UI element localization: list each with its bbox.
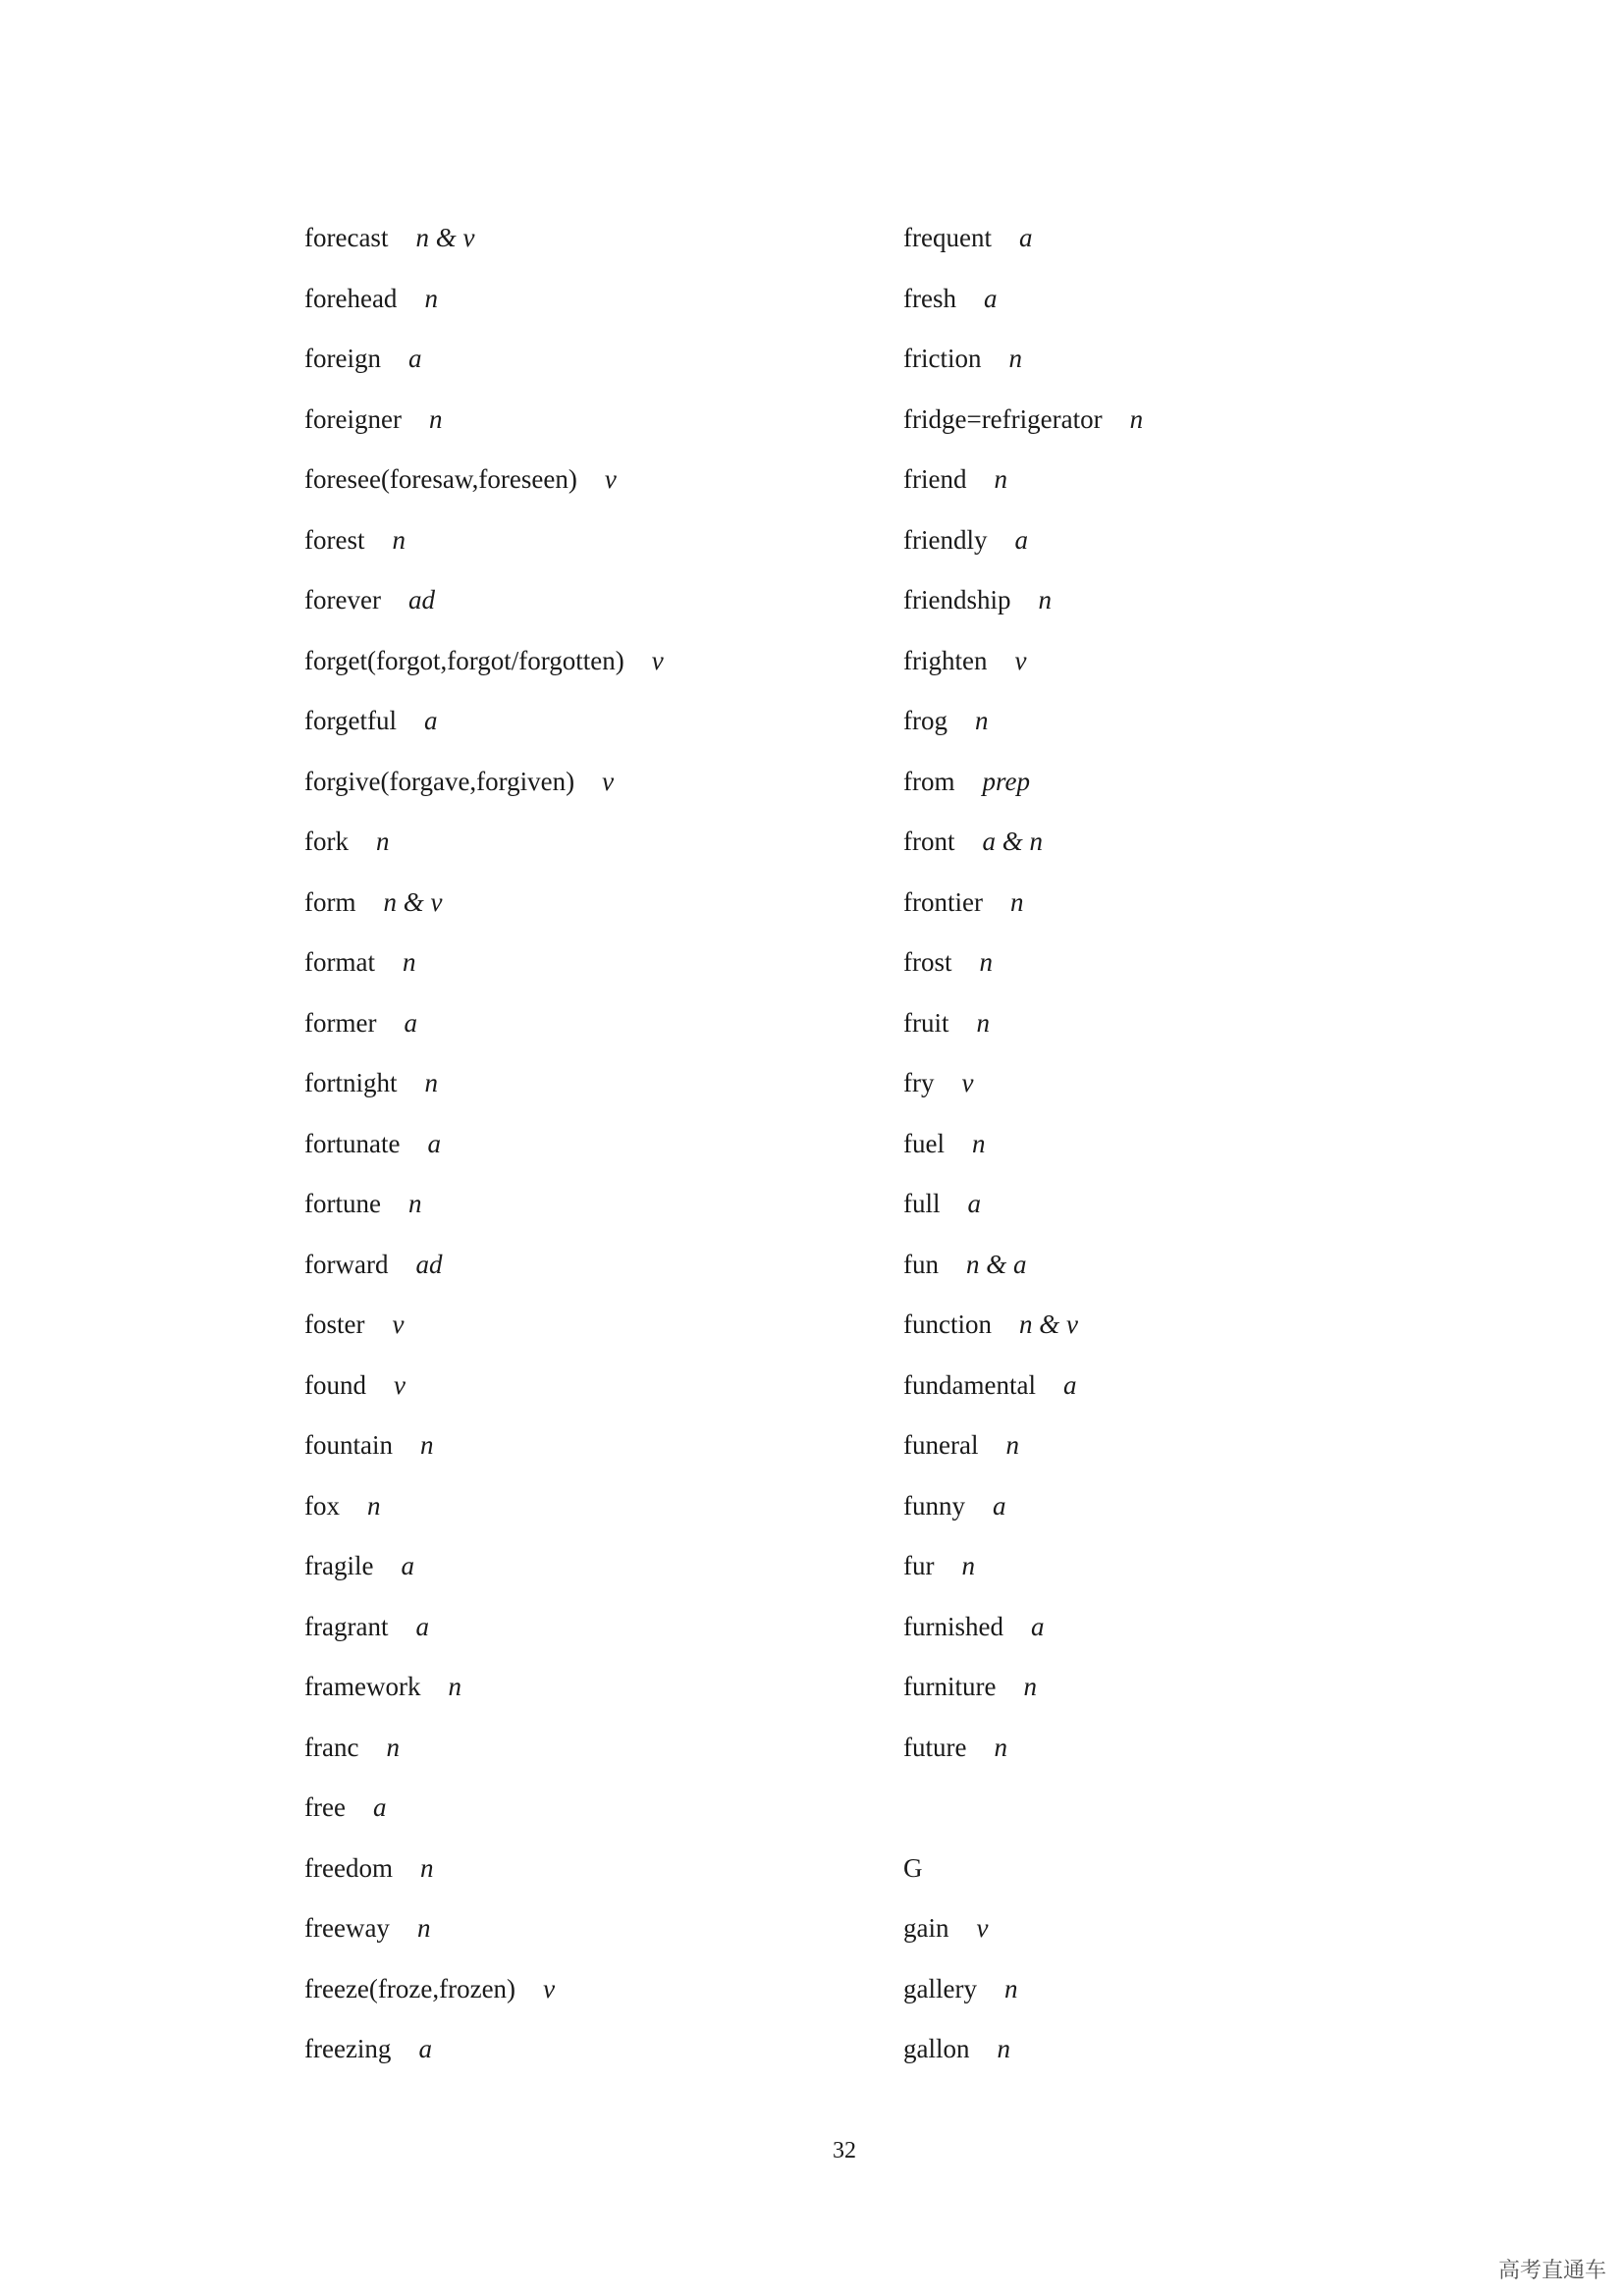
right-word-column: [903, 218, 1453, 2090]
vocab-entry: [304, 1969, 854, 2030]
vocab-entry: [903, 1969, 1453, 2030]
entry-part-of-speech: n: [976, 1007, 990, 1038]
vocab-entry: [903, 1245, 1453, 1306]
entry-part-of-speech: n: [1005, 1430, 1019, 1460]
entry-part-of-speech: a: [427, 1128, 441, 1158]
entry-word: frost: [903, 947, 952, 977]
vocab-entry: [304, 1365, 854, 1426]
vocab-entry: [903, 339, 1453, 400]
vocab-entry: [903, 580, 1453, 641]
entry-word: forgive(forgave,forgiven): [304, 766, 575, 796]
vocab-entry: [304, 1124, 854, 1185]
vocab-entry: [903, 520, 1453, 581]
entry-word: foreign: [304, 344, 381, 373]
entry-word: forever: [304, 585, 381, 614]
vocab-entry: [903, 1607, 1453, 1668]
vocab-entry: [903, 1546, 1453, 1607]
entry-word: foster: [304, 1309, 365, 1339]
entry-part-of-speech: n: [1003, 1973, 1018, 2003]
entry-part-of-speech: n: [979, 947, 993, 977]
vocab-entry: [304, 520, 854, 581]
entry-word: frog: [903, 706, 947, 735]
entry-word: friendship: [903, 585, 1011, 614]
entry-part-of-speech: v: [961, 1068, 974, 1097]
vocab-entry: [304, 1848, 854, 1909]
entry-part-of-speech: a: [372, 1792, 387, 1822]
entry-part-of-speech: v: [1014, 645, 1027, 675]
entry-part-of-speech: n: [424, 283, 438, 313]
entry-part-of-speech: n: [997, 2034, 1010, 2063]
left-word-column: [304, 218, 854, 2090]
vocab-entry: [903, 1184, 1453, 1245]
entry-word: from: [903, 766, 955, 796]
entry-word: freeway: [304, 1913, 390, 1943]
entry-part-of-speech: n: [448, 1672, 461, 1701]
entry-word: frequent: [903, 223, 992, 252]
entry-part-of-speech: v: [651, 645, 664, 675]
vocab-entry: [903, 1667, 1453, 1728]
entry-part-of-speech: n: [416, 1913, 431, 1943]
vocab-entry: [304, 1908, 854, 1969]
vocab-entry: [304, 400, 854, 460]
entry-word: framework: [304, 1672, 421, 1701]
entry-part-of-speech: a: [1030, 1611, 1045, 1641]
vocab-entry: [903, 2029, 1453, 2090]
entry-word: form: [304, 886, 356, 917]
entry-word: fruit: [903, 1007, 949, 1038]
entry-word: funeral: [903, 1430, 979, 1460]
entry-part-of-speech: n: [974, 706, 989, 735]
entry-word: foreigner: [304, 403, 402, 434]
entry-word: foresee(foresaw,foreseen): [304, 464, 577, 494]
vocab-entry: [304, 2029, 854, 2090]
entry-word: forecast: [304, 223, 389, 252]
vocab-entry: [903, 400, 1453, 460]
entry-word: franc: [304, 1732, 359, 1762]
entry-part-of-speech: n: [392, 524, 406, 555]
entry-part-of-speech: v: [392, 1309, 405, 1339]
entry-part-of-speech: n: [1129, 403, 1144, 434]
vocab-entry: [304, 1667, 854, 1728]
entry-part-of-speech: a: [401, 1551, 414, 1580]
entry-part-of-speech: n & v: [415, 223, 475, 252]
entry-part-of-speech: n: [375, 827, 390, 856]
vocab-entry: [903, 1305, 1453, 1365]
entry-word: funny: [903, 1490, 965, 1521]
entry-word: furniture: [903, 1672, 997, 1701]
entry-word: furnished: [903, 1611, 1003, 1641]
entry-part-of-speech: a & n: [982, 827, 1043, 856]
vocab-entry: [304, 822, 854, 882]
entry-part-of-speech: v: [602, 766, 615, 796]
entry-word: fork: [304, 827, 349, 856]
vocab-entry: [304, 218, 854, 279]
vocab-entry: [903, 279, 1453, 340]
vocab-entry: [304, 701, 854, 762]
entry-word: fundamental: [903, 1369, 1036, 1400]
vocab-entry: [304, 1063, 854, 1124]
entry-part-of-speech: n: [971, 1128, 986, 1158]
entry-part-of-speech: n: [994, 464, 1007, 494]
entry-word: freeze(froze,frozen): [304, 1973, 516, 2003]
entry-word: fountain: [304, 1430, 393, 1460]
vocab-entry: [903, 1063, 1453, 1124]
vocab-entry: [304, 1486, 854, 1547]
vocab-entry: [903, 701, 1453, 762]
vocab-entry: [903, 1003, 1453, 1064]
entry-part-of-speech: n: [419, 1430, 434, 1460]
page-number: 32: [833, 2138, 856, 2163]
vocab-entry: [903, 459, 1453, 520]
entry-part-of-speech: ad: [415, 1249, 443, 1279]
entry-part-of-speech: a: [418, 2034, 432, 2063]
entry-word: fresh: [903, 283, 956, 313]
entry-word: free: [304, 1792, 346, 1822]
vocab-entry: [304, 580, 854, 641]
entry-part-of-speech: n: [961, 1551, 975, 1580]
entry-part-of-speech: n: [1023, 1672, 1037, 1701]
entry-part-of-speech: a: [1018, 223, 1033, 252]
vocab-entry: [304, 1305, 854, 1365]
entry-word: fragrant: [304, 1611, 389, 1641]
entry-part-of-speech: n: [419, 1852, 434, 1883]
entry-word: fry: [903, 1068, 935, 1097]
vocab-entry: [304, 1607, 854, 1668]
entry-part-of-speech: v: [976, 1913, 989, 1943]
entry-part-of-speech: n: [424, 1068, 438, 1097]
vocab-entry: [903, 822, 1453, 882]
entry-word: fuel: [903, 1128, 945, 1158]
entry-word: friend: [903, 464, 967, 494]
entry-word: fun: [903, 1249, 939, 1279]
entry-word: frontier: [903, 886, 983, 917]
section-spacer: [903, 1788, 1453, 1848]
vocab-entry: [304, 1184, 854, 1245]
entry-part-of-speech: a: [1062, 1369, 1077, 1400]
entry-word: fridge=refrigerator: [903, 403, 1103, 434]
entry-word: full: [903, 1189, 941, 1218]
entry-part-of-speech: n & v: [1018, 1309, 1078, 1339]
entry-part-of-speech: prep: [982, 766, 1030, 796]
entry-part-of-speech: n & a: [966, 1249, 1027, 1279]
vocab-entry: [903, 1486, 1453, 1547]
vocab-entry: [304, 339, 854, 400]
entry-part-of-speech: n & v: [383, 886, 443, 917]
entry-word: gain: [903, 1913, 949, 1943]
entry-word: freedom: [304, 1852, 393, 1883]
vocab-entry: [304, 459, 854, 520]
entry-word: freezing: [304, 2034, 392, 2063]
entry-part-of-speech: a: [423, 706, 438, 735]
vocab-entry: [304, 1425, 854, 1486]
entry-part-of-speech: v: [543, 1973, 556, 2003]
entry-word: fortunate: [304, 1128, 401, 1158]
vocab-entry: [304, 1245, 854, 1306]
vocab-entry: [304, 762, 854, 823]
entry-word: former: [304, 1007, 377, 1038]
entry-word: friction: [903, 344, 982, 373]
entry-part-of-speech: v: [604, 464, 617, 494]
vocab-entry: [304, 942, 854, 1003]
vocab-entry: [903, 1728, 1453, 1789]
vocab-entry: [304, 882, 854, 943]
entry-word: forest: [304, 524, 365, 555]
watermark-logo-text: 高考直通车: [1497, 2259, 1606, 2283]
vocab-entry: [903, 1124, 1453, 1185]
entry-part-of-speech: a: [967, 1189, 981, 1218]
entry-part-of-speech: n: [1008, 344, 1022, 373]
entry-word: forgetful: [304, 706, 397, 735]
vocab-entry: [304, 641, 854, 702]
vocab-entry: [903, 1908, 1453, 1969]
entry-word: fortnight: [304, 1068, 398, 1097]
entry-part-of-speech: v: [394, 1369, 406, 1400]
entry-word: found: [304, 1369, 366, 1400]
entry-part-of-speech: a: [983, 283, 998, 313]
entry-part-of-speech: n: [428, 403, 443, 434]
entry-word: gallon: [903, 2034, 970, 2063]
entry-word: front: [903, 827, 955, 856]
vocab-entry: [304, 1788, 854, 1848]
entry-word: future: [903, 1732, 967, 1762]
section-heading-g: G: [903, 1852, 923, 1883]
entry-part-of-speech: ad: [407, 585, 435, 614]
entry-word: frighten: [903, 645, 988, 675]
entry-part-of-speech: n: [407, 1189, 422, 1218]
entry-part-of-speech: a: [993, 1490, 1006, 1521]
vocab-entry: [903, 1365, 1453, 1426]
entry-part-of-speech: a: [407, 344, 422, 373]
vocab-entry: [903, 762, 1453, 823]
entry-part-of-speech: n: [402, 947, 416, 977]
entry-part-of-speech: n: [1009, 886, 1024, 917]
entry-word: fragile: [304, 1551, 374, 1580]
vocab-entry: [903, 1425, 1453, 1486]
entry-part-of-speech: a: [404, 1007, 417, 1038]
vocab-entry: [304, 1003, 854, 1064]
entry-word: function: [903, 1309, 992, 1339]
entry-word: friendly: [903, 524, 988, 555]
entry-part-of-speech: n: [1038, 585, 1052, 614]
entry-part-of-speech: a: [1014, 524, 1028, 555]
entry-word: forehead: [304, 283, 398, 313]
entry-word: fur: [903, 1551, 935, 1580]
vocab-entry: [304, 1546, 854, 1607]
entry-part-of-speech: a: [415, 1611, 429, 1641]
entry-part-of-speech: n: [367, 1490, 381, 1521]
entry-word: gallery: [903, 1973, 977, 2003]
right-f-entries: [903, 218, 1453, 1788]
entry-part-of-speech: n: [994, 1732, 1007, 1762]
entry-word: fortune: [304, 1189, 381, 1218]
right-g-entries: [903, 1908, 1453, 2090]
entry-word: format: [304, 947, 375, 977]
entry-part-of-speech: n: [386, 1732, 400, 1762]
vocab-entry: [903, 942, 1453, 1003]
vocab-entry: [903, 218, 1453, 279]
vocab-entry: [304, 1728, 854, 1789]
vocab-entry: [903, 882, 1453, 943]
vocab-entry: [903, 641, 1453, 702]
entry-word: forward: [304, 1249, 389, 1279]
entry-word: forget(forgot,forgot/forgotten): [304, 645, 624, 675]
entry-word: fox: [304, 1490, 340, 1521]
vocab-entry: [304, 279, 854, 340]
